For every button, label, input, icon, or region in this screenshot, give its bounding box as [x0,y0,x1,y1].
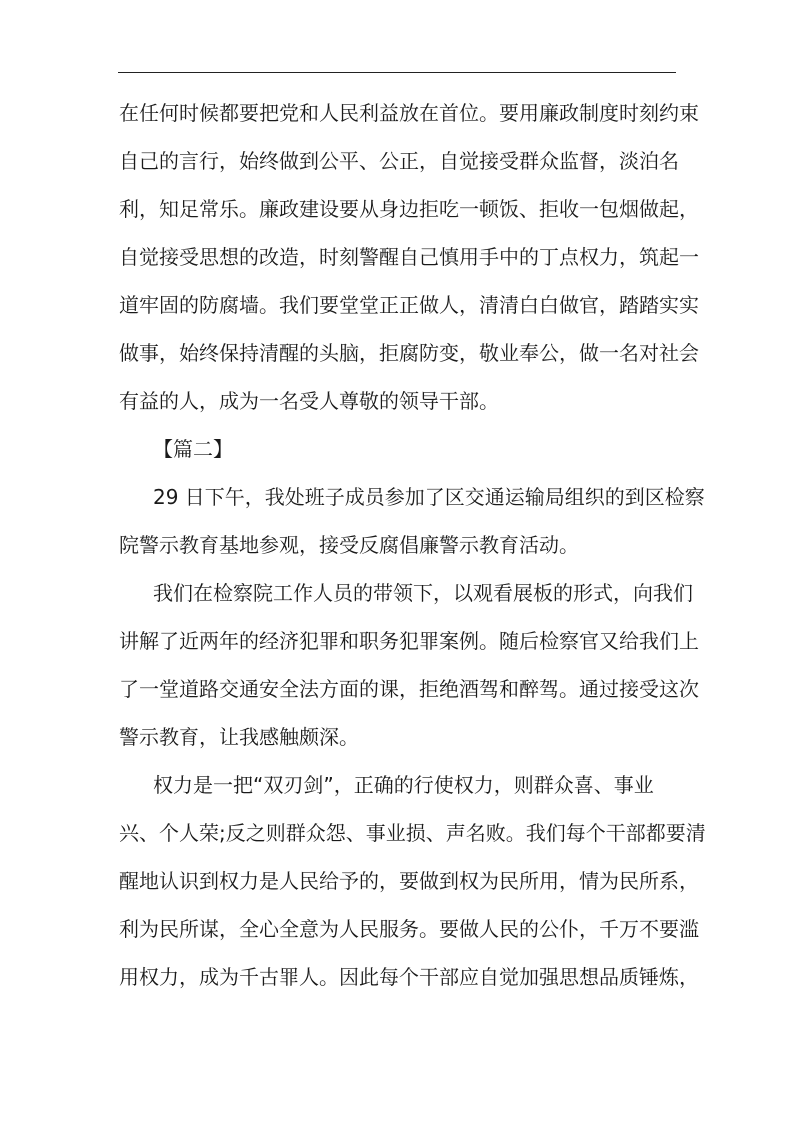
text-line: 醒地认识到权力是人民给予的，要做到权为民所用，情为民所系， [119,869,699,893]
text-line: 在任何时候都要把党和人民利益放在首位。要用廉政制度时刻约束 [119,101,699,125]
text-line: 警示教育，让我感触颇深。 [119,725,359,749]
text-line: 利，知足常乐。廉政建设要从身边拒吃一顿饭、拒收一包烟做起， [119,197,699,221]
text-line: 自己的言行，始终做到公平、公正，自觉接受群众监督，淡泊名 [119,149,679,173]
text-line: 自觉接受思想的改造，时刻警醒自己慎用手中的丁点权力，筑起一 [119,245,699,269]
text-line: 有益的人，成为一名受人尊敬的领导干部。 [119,389,499,413]
text-line: 了一堂道路交通安全法方面的课，拒绝酒驾和醉驾。通过接受这次 [119,677,699,701]
document-body [119,93,706,1005]
text-line: 做事，始终保持清醒的头脑，拒腐防变，敬业奉公，做一名对社会 [119,341,699,365]
section-heading: 【篇二】 [153,437,233,461]
text-line: 讲解了近两年的经济犯罪和职务犯罪案例。随后检察官又给我们上 [119,629,699,653]
text-line: 利为民所谋，全心全意为人民服务。要做人民的公仆，千万不要滥 [119,917,699,941]
text-line: 29 日下午，我处班子成员参加了区交通运输局组织的到区检察 [153,485,705,509]
text-line: 道牢固的防腐墙。我们要堂堂正正做人，清清白白做官，踏踏实实 [119,293,699,317]
text-line: 权力是一把“双刃剑”，正确的行使权力，则群众喜、事业 [153,773,654,797]
text-line: 用权力，成为千古罪人。因此每个干部应自觉加强思想品质锤炼， [119,965,699,989]
text-line: 院警示教育基地参观，接受反腐倡廉警示教育活动。 [119,533,579,557]
header-rule [118,72,676,73]
text-line: 我们在检察院工作人员的带领下，以观看展板的形式，向我们 [153,581,693,605]
text-line: 兴、个人荣;反之则群众怨、事业损、声名败。我们每个干部都要清 [119,821,706,845]
